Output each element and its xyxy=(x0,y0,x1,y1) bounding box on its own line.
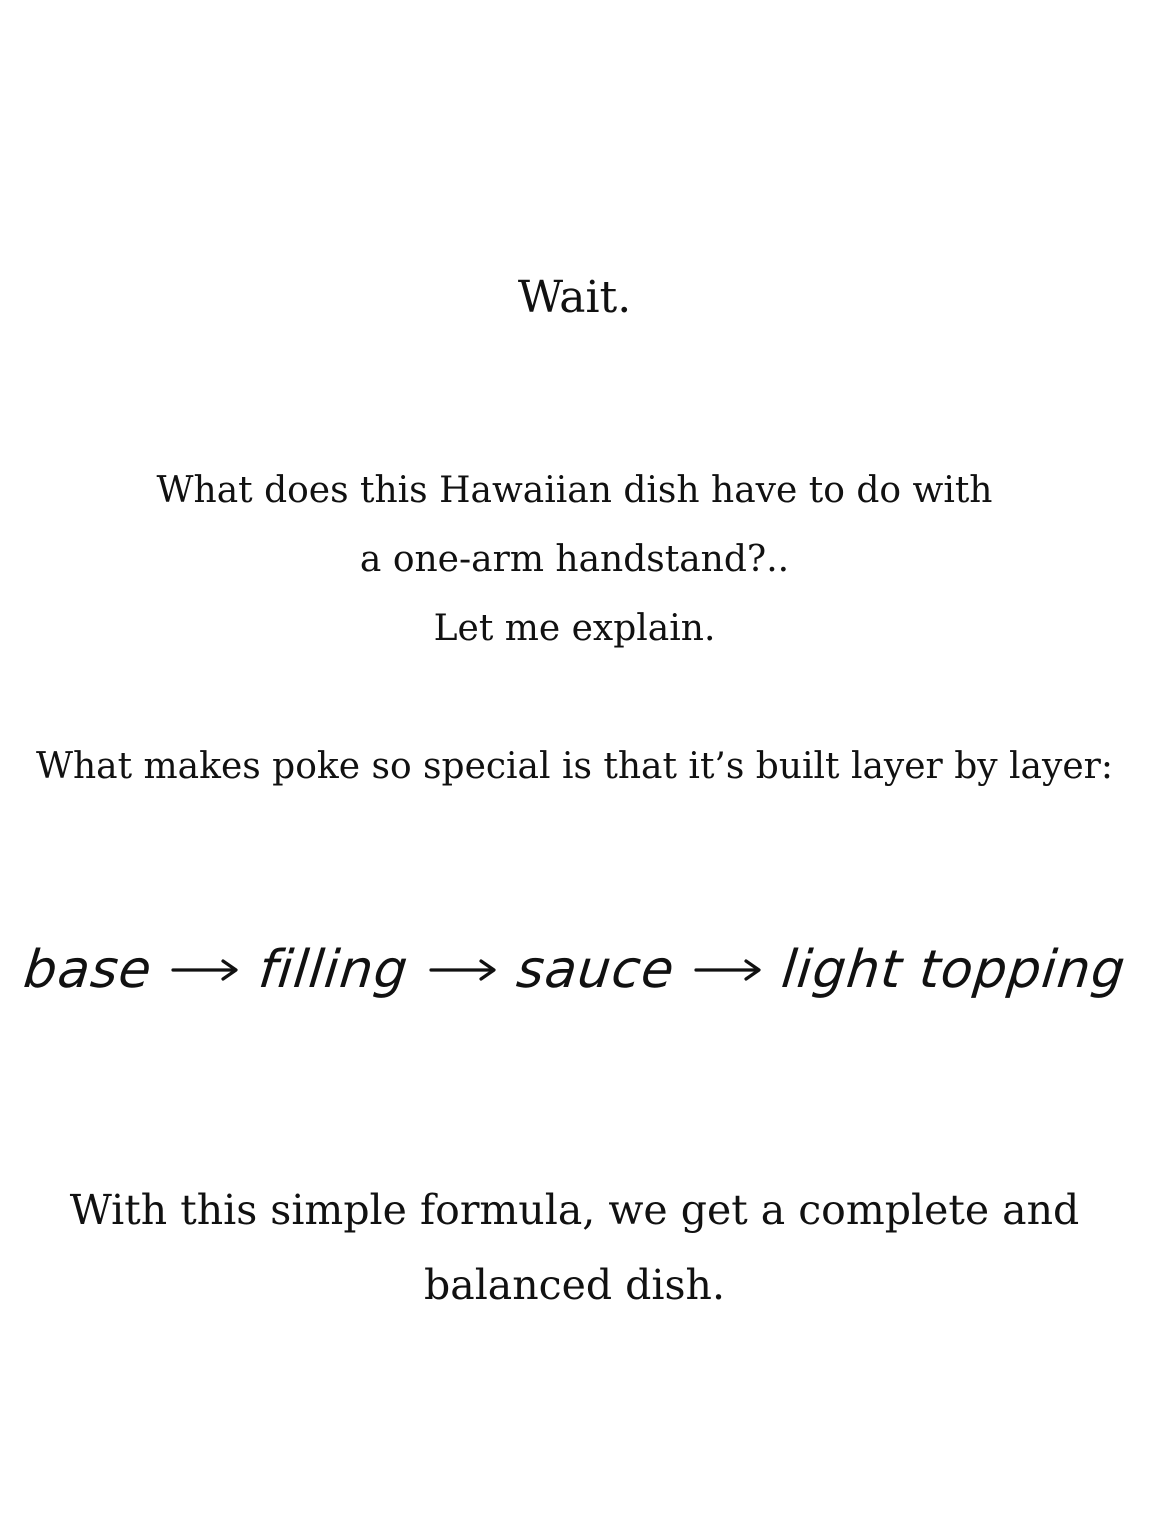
intro-line-2: a one-arm handstand?.. xyxy=(359,539,790,580)
right-arrow-icon xyxy=(429,958,497,982)
closing-line-1: With this simple formula, we get a complete and xyxy=(69,1186,1080,1234)
right-arrow-icon xyxy=(171,958,239,982)
poke-formula xyxy=(0,925,1149,1015)
intro-line-1: What does this Hawaiian dish have to do with xyxy=(156,470,993,511)
intro-line-3: Let me explain. xyxy=(433,608,716,649)
closing-line-2: balanced dish. xyxy=(424,1261,725,1309)
lead-text: What makes poke so special is that it’s built layer by layer: xyxy=(35,746,1113,787)
page-title: Wait. xyxy=(517,272,632,323)
formula-step-light-topping: light topping xyxy=(778,940,1129,1000)
right-arrow-icon xyxy=(694,958,762,982)
formula-step-sauce: sauce xyxy=(513,940,678,1000)
formula-step-base: base xyxy=(20,940,155,1000)
formula-step-filling: filling xyxy=(256,940,412,1000)
